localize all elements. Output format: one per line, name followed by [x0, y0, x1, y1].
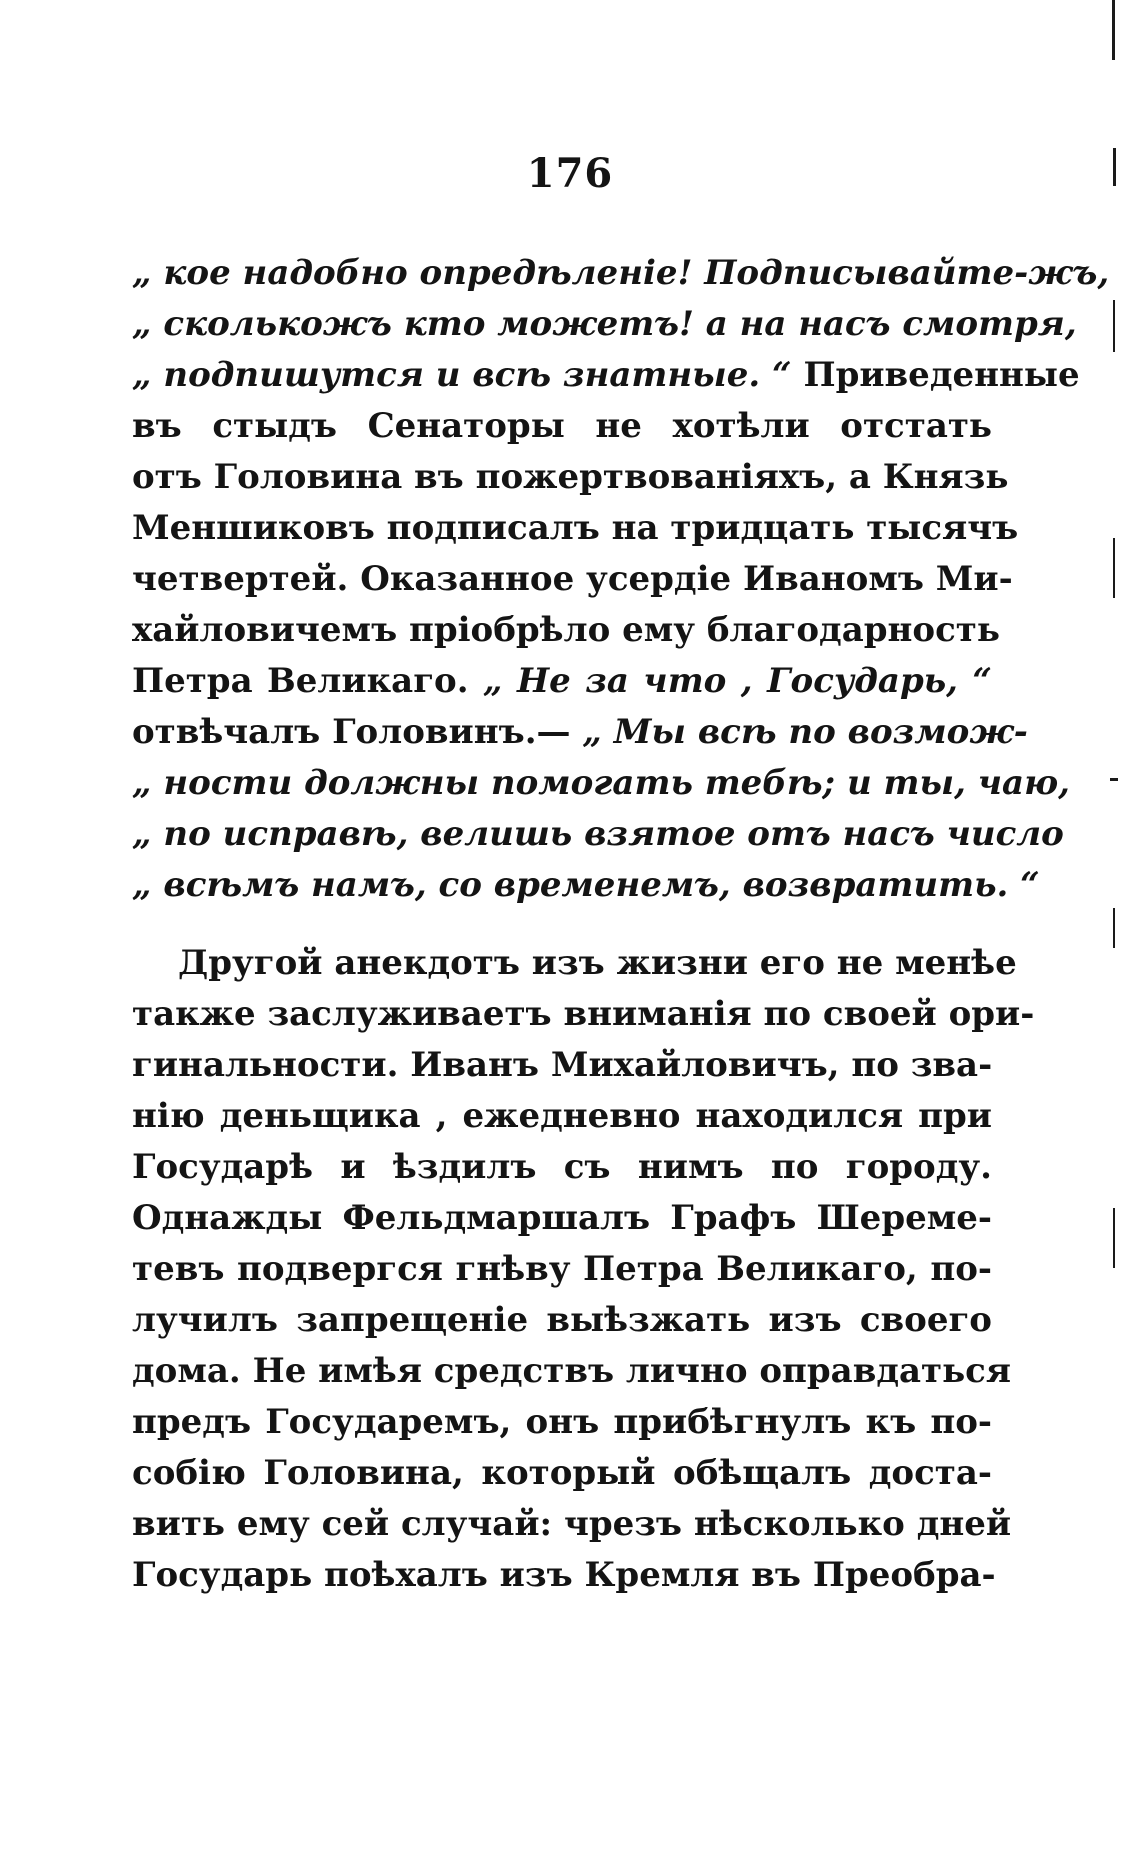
- italic-run: „ кое надобно опредѣленіе! Подписывайте-жъ,: [132, 253, 1110, 293]
- text-line: Однажды Фельдмаршалъ Графъ Шереме-: [132, 1198, 992, 1238]
- text-line: [132, 503, 1019, 554]
- italic-run: „ по исправѣ, велишь взятое отъ насъ число: [132, 814, 1064, 854]
- text-line: Государѣ и ѣздилъ съ нимъ по городу.: [132, 1147, 992, 1187]
- text-line: лучилъ запрещеніе выѣзжать изъ своего: [132, 1300, 992, 1340]
- italic-run: „ ности должны помогать тебѣ; и ты, чаю,: [132, 763, 1070, 803]
- text-line: [132, 554, 1013, 605]
- text-line: Государь поѣхалъ изъ Кремля въ Преобра-: [132, 1555, 996, 1595]
- text-line: [132, 860, 1040, 911]
- text-line: гинальности. Иванъ Михайловичъ, по зва-: [132, 1045, 993, 1085]
- text-line: также заслуживаетъ вниманія по своей ори-: [132, 994, 1035, 1034]
- text-line: вить ему сей случай: чрезъ нѣсколько дней: [132, 1504, 1012, 1544]
- text-line: [132, 758, 1070, 809]
- paragraph-1: [132, 248, 1110, 911]
- scan-edge-mark: [1113, 148, 1116, 186]
- scan-edge-mark: [1113, 908, 1115, 948]
- text-run: хайловичемъ пріобрѣло ему благодарность: [132, 610, 1000, 650]
- scan-edge-mark: [1112, 0, 1115, 60]
- text-run: четвертей. Оказанное усердіе Иваномъ Ми-: [132, 559, 1013, 599]
- text-line: [132, 350, 1080, 401]
- text-line: предъ Государемъ, онъ прибѣгнулъ къ по-: [132, 1402, 992, 1442]
- text-line: [132, 656, 992, 707]
- italic-run: „ сколькожъ кто можетъ! а на насъ смотря,: [132, 304, 1077, 344]
- text-line: Другой анекдотъ изъ жизни его не менѣе: [178, 943, 1017, 983]
- text-line: [132, 452, 1009, 503]
- text-line: тевъ подвергся гнѣву Петра Великаго, по-: [132, 1249, 992, 1289]
- text-line: [132, 707, 1028, 758]
- italic-run: „ всѣмъ намъ, со временемъ, возвратить. “: [132, 865, 1040, 905]
- scan-edge-mark: [1110, 778, 1118, 781]
- italic-run: „ Мы всѣ по возмож-: [582, 712, 1028, 752]
- italic-run: „ подпишутся и всѣ знатные. “: [132, 355, 792, 395]
- text-line: [132, 299, 1077, 350]
- scan-edge-mark: [1113, 300, 1115, 352]
- italic-run: „ Не за что , Государь, “: [483, 661, 992, 701]
- text-line: нію деньщика , ежедневно находился при: [132, 1096, 992, 1136]
- scan-edge-mark: [1113, 538, 1115, 598]
- text-line: собію Головина, который обѣщалъ доста-: [132, 1453, 992, 1493]
- text-line: [132, 401, 992, 452]
- text-line: [132, 605, 1000, 656]
- text-run: Приведенные: [791, 355, 1080, 395]
- page-number: 176: [526, 150, 614, 197]
- paragraph-2: [132, 938, 1035, 1601]
- text-line: дома. Не имѣя средствъ лично оправдаться: [132, 1351, 1011, 1391]
- text-run: Петра Великаго.: [132, 661, 483, 701]
- scan-edge-mark: [1113, 1208, 1115, 1268]
- text-run: въ стыдъ Сенаторы не хотѣли отстать: [132, 406, 992, 446]
- text-run: отвѣчалъ Головинъ.—: [132, 712, 583, 752]
- text-line: [132, 809, 1064, 860]
- text-run: отъ Головина въ пожертвованіяхъ, а Князь: [132, 457, 1009, 497]
- text-run: Меншиковъ подписалъ на тридцать тысячъ: [132, 508, 1019, 548]
- text-line: [132, 248, 1110, 299]
